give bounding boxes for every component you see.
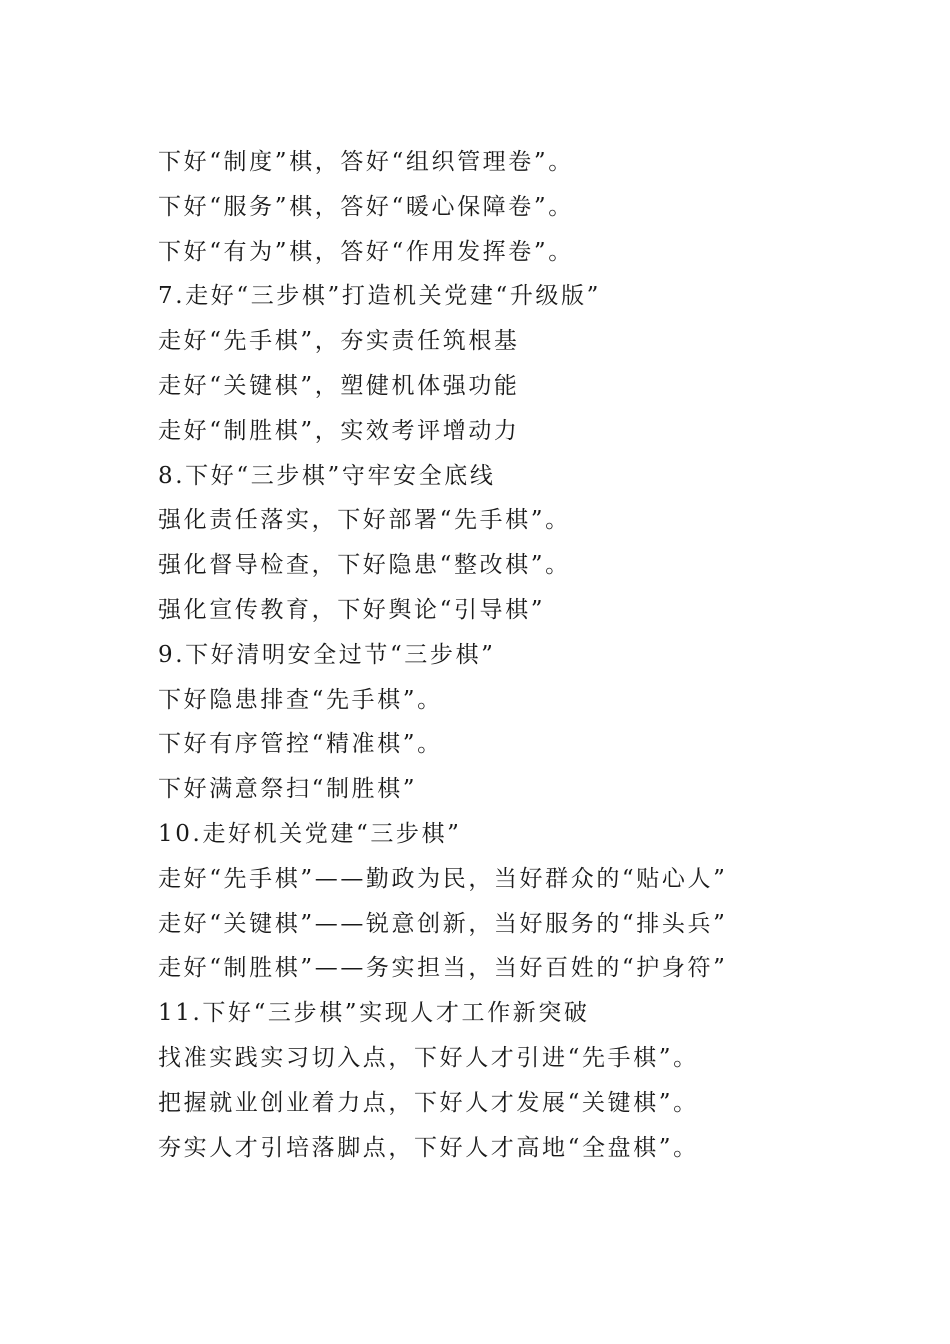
text-line: 走好“关键棋”，塑健机体强功能 xyxy=(158,372,520,399)
document-body xyxy=(158,140,798,1170)
text-line: 走好“制胜棋”，实效考评增动力 xyxy=(158,417,520,444)
text-line: 下好满意祭扫“制胜棋” xyxy=(158,776,418,803)
text-line: 把握就业创业着力点，下好人才发展“关键棋”。 xyxy=(158,1089,699,1116)
text-line: 强化宣传教育，下好舆论“引导棋” xyxy=(158,596,546,623)
text-line: 强化责任落实，下好部署“先手棋”。 xyxy=(158,507,571,534)
text-line: 强化督导检查，下好隐患“整改棋”。 xyxy=(158,552,571,579)
text-line: 走好“关键棋”——锐意创新，当好服务的“排头兵” xyxy=(158,910,728,937)
text-line: 走好“先手棋”，夯实责任筑根基 xyxy=(158,328,520,355)
text-line: 下好“制度”棋，答好“组织管理卷”。 xyxy=(158,149,574,175)
section-heading-9: 9.下好清明安全过节“三步棋” xyxy=(158,641,496,668)
section-heading-7: 7.走好“三步棋”打造机关党建“升级版” xyxy=(158,283,601,310)
section-heading-8: 8.下好“三步棋”守牢安全底线 xyxy=(158,462,496,489)
text-line: 走好“先手棋”——勤政为民，当好群众的“贴心人” xyxy=(158,865,728,892)
text-line: 下好隐患排查“先手棋”。 xyxy=(158,686,443,713)
text-line: 下好“服务”棋，答好“暖心保障卷”。 xyxy=(158,193,574,220)
text-line: 找准实践实习切入点，下好人才引进“先手棋”。 xyxy=(158,1044,699,1071)
text-line: 夯实人才引培落脚点，下好人才高地“全盘棋”。 xyxy=(158,1134,699,1161)
text-line: 下好有序管控“精准棋”。 xyxy=(158,731,443,758)
section-heading-10: 10.走好机关党建“三步棋” xyxy=(158,820,462,847)
text-line: 走好“制胜棋”——务实担当，当好百姓的“护身符” xyxy=(158,955,728,982)
text-line: 下好“有为”棋，答好“作用发挥卷”。 xyxy=(158,238,574,265)
section-heading-11: 11.下好“三步棋”实现人才工作新突破 xyxy=(158,1000,590,1027)
